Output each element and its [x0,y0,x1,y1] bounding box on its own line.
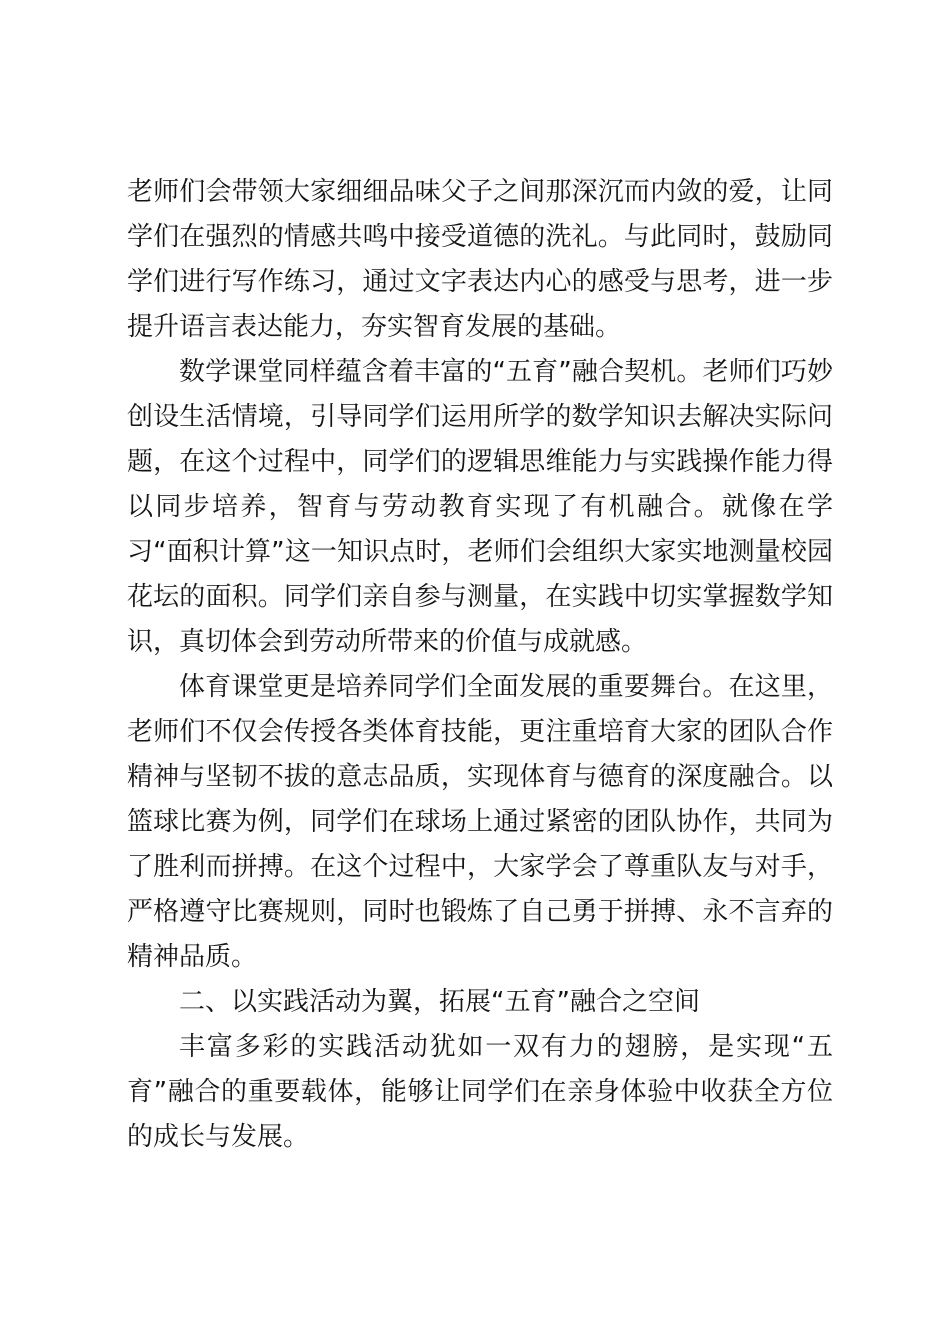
paragraph-math-class: 数学课堂同样蕴含着丰富的“五育”融合契机。老师们巧妙创设生活情境，引导同学们运用所学的数学知识去解决实际问题，在这个过程中，同学们的逻辑思维能力与实践操作能力得以同步培养，智育与劳动教育实现了有机融合。就像在学习“面积计算”这一知识点时，老师们会组织大家实地测量校园花坛的面积。同学们亲自参与测量，在实践中切实掌握数学知识，真切体会到劳动所带来的价值与成就感。 [127,357,833,657]
document-body [127,170,833,1160]
paragraph-pe-class: 体育课堂更是培养同学们全面发展的重要舞台。在这里，老师们不仅会传授各类体育技能，更注重培育大家的团队合作精神与坚韧不拔的意志品质，实现体育与德育的深度融合。以篮球比赛为例，同学们在球场上通过紧密的团队协作，共同为了胜利而拼搏。在这个过程中，大家学会了尊重队友与对手，严格遵守比赛规则，同时也锻炼了自己勇于拼搏、永不言弃的精神品质。 [127,672,833,972]
paragraph-chinese-class-continuation: 老师们会带领大家细细品味父子之间那深沉而内敛的爱，让同学们在强烈的情感共鸣中接受道德的洗礼。与此同时，鼓励同学们进行写作练习，通过文字表达内心的感受与思考，进一步提升语言表达能力，夯实智育发展的基础。 [127,177,833,342]
section-heading-practice-activities: 二、以实践活动为翼，拓展“五育”融合之空间 [179,987,700,1017]
paragraph-practice-activities: 丰富多彩的实践活动犹如一双有力的翅膀，是实现“五育”融合的重要载体，能够让同学们在亲身体验中收获全方位的成长与发展。 [127,1032,833,1152]
